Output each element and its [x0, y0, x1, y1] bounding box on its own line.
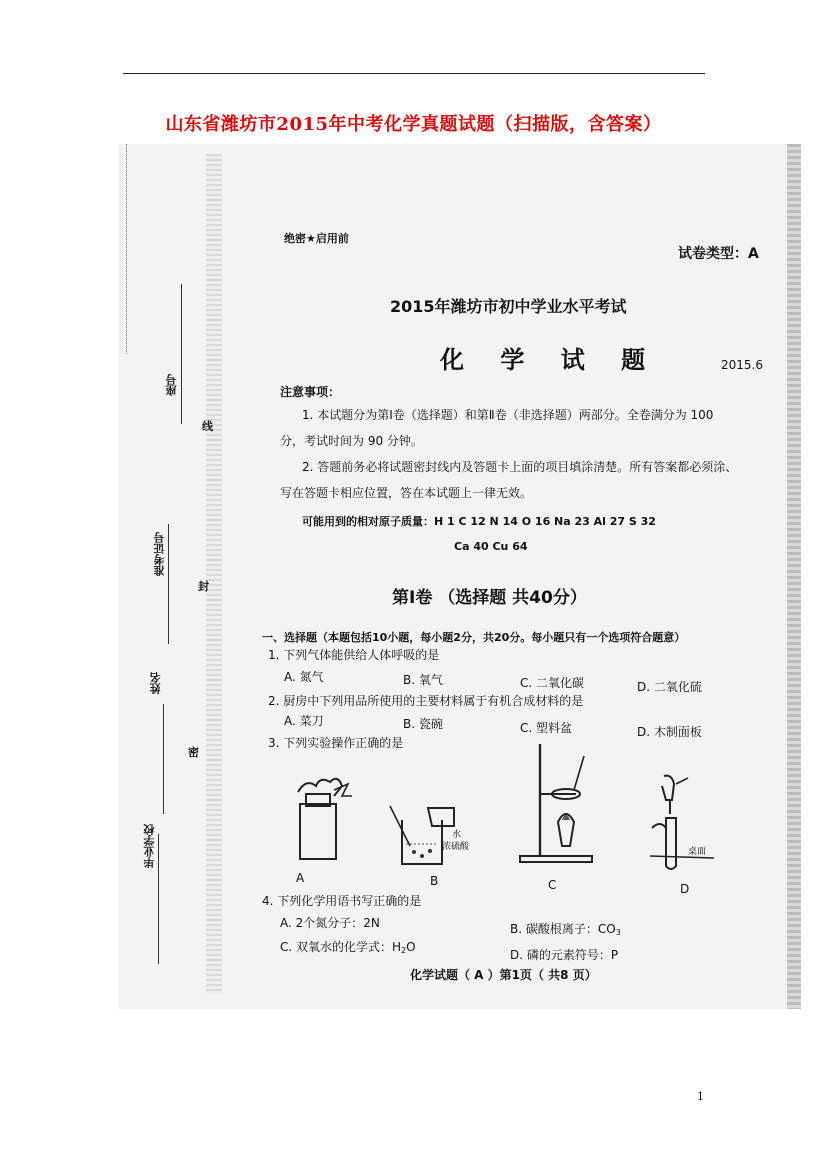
- document-title: 山东省潍坊市2015年中考化学真题试题（扫描版，含答案）: [165, 114, 662, 135]
- exam-date: 2015.6: [721, 358, 763, 372]
- name-underline: [163, 704, 164, 814]
- school-label: 毕业学校: [143, 824, 156, 868]
- q2-option-c: C. 塑料盆: [520, 721, 573, 735]
- secret-label: 绝密★启用前: [284, 232, 349, 245]
- header-rule: [123, 73, 705, 74]
- q3-acid-label: 浓硫酸: [442, 842, 470, 852]
- notice-heading: 注意事项：: [280, 385, 341, 399]
- part-intro: 一、选择题（本题包括10小题，每小题2分，共20分。每小题只有一个选项符合题意）: [262, 631, 686, 644]
- subject-title: 化 学 试 题: [440, 346, 660, 374]
- q3-label-d: D: [680, 882, 690, 896]
- page-number: 1: [697, 1090, 704, 1103]
- notice-2b: 写在答题卡相应位置，答在本试题上一律无效。: [280, 486, 533, 500]
- q3-water-label: 水: [452, 830, 462, 840]
- notice-1a: 1. 本试题分为第Ⅰ卷（选择题）和第Ⅱ卷（非选择题）两部分。全卷满分为 100: [302, 408, 714, 422]
- q1-stem: 1. 下列气体能供给人体呼吸的是: [268, 648, 440, 662]
- q3-figure-d: [648, 774, 718, 874]
- q4-option-c: C. 双氧水的化学式：$H_2O$: [280, 940, 416, 955]
- section-title: 第Ⅰ卷 （选择题 共40分）: [392, 588, 587, 608]
- q1-option-b: B. 氧气: [403, 673, 443, 687]
- atomic-mass-line2: Ca 40 Cu 64: [454, 540, 528, 553]
- exam-id-underline: [168, 524, 169, 644]
- exam-title: 2015年潍坊市初中学业水平考试: [390, 297, 627, 316]
- q3-label-b: B: [430, 874, 439, 888]
- q2-stem: 2. 厨房中下列用品所使用的主要材料属于有机合成材料的是: [268, 694, 584, 708]
- q2-option-a: A. 菜刀: [284, 714, 324, 728]
- seal-mark-feng: 封: [198, 580, 209, 593]
- paper-type: 试卷类型：A: [678, 246, 759, 262]
- q2-option-d: D. 木制面板: [637, 725, 702, 739]
- scan-left-edge: [118, 144, 127, 354]
- q1-option-d: D. 二氧化硫: [637, 680, 702, 694]
- q1-option-c: C. 二氧化碳: [520, 676, 585, 690]
- q3-label-c: C: [548, 878, 557, 892]
- q3-figure-a: [288, 774, 358, 869]
- q3-figure-c: [516, 742, 596, 867]
- q4-stem: 4. 下列化学用语书写正确的是: [262, 894, 422, 908]
- q3-table-label: 桌面: [688, 847, 707, 857]
- seat-label: 座号: [165, 374, 178, 396]
- q3-label-a: A: [296, 871, 305, 885]
- q4-option-a: A. 2个氮分子：2N: [280, 916, 380, 930]
- school-underline: [158, 834, 159, 964]
- q4-option-b: B. 碳酸根离子：$CO_3$: [510, 922, 621, 937]
- seat-underline: [181, 284, 182, 424]
- q1-option-a: A. 氮气: [284, 670, 324, 684]
- scan-right-edge: [787, 144, 801, 1009]
- q4-option-d: D. 磷的元素符号：P: [510, 948, 619, 962]
- atomic-mass-line1: 可能用到的相对原子质量：H 1 C 12 N 14 O 16 Na 23 Al 27 S 32: [302, 515, 656, 528]
- name-label: 姓名: [149, 672, 162, 694]
- exam-id-label: 准考证号: [153, 532, 166, 576]
- q2-option-b: B. 瓷碗: [403, 717, 443, 731]
- scanned-exam-page: [118, 144, 801, 1009]
- binding-stripe: [206, 154, 222, 994]
- q3-stem: 3. 下列实验操作正确的是: [268, 736, 404, 750]
- seal-mark-xian: 线: [202, 420, 213, 433]
- notice-1b: 分，考试时间为 90 分钟。: [280, 434, 423, 448]
- page-footer: 化学试题（ A ）第1页（ 共8 页）: [410, 968, 597, 982]
- notice-2a: 2. 答题前务必将试题密封线内及答题卡上面的项目填涂清楚。所有答案都必须涂、: [302, 460, 738, 474]
- seal-mark-mi: 密: [188, 746, 199, 759]
